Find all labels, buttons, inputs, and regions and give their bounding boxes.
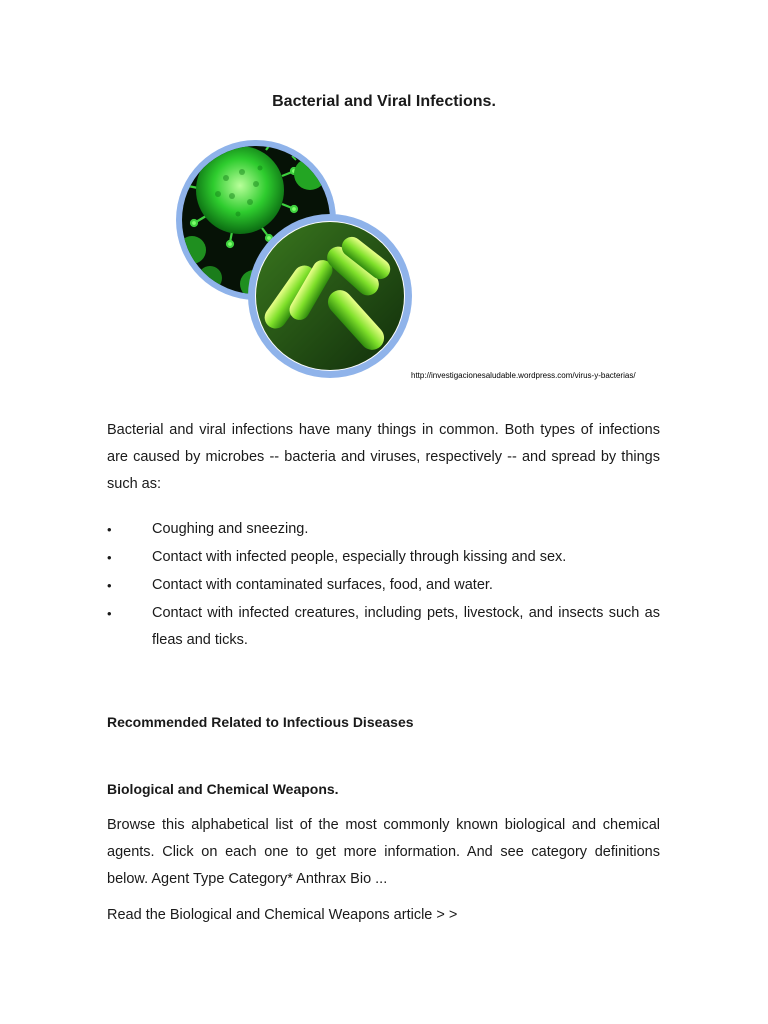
- intro-paragraph: Bacterial and viral infections have many things in common. Both types of infections are caused by microbes -- bacteria and viruses, respectively -- and spread by things such as:: [107, 422, 660, 492]
- list-item: • Contact with contaminated surfaces, food, and water.: [107, 572, 660, 599]
- bullet-icon: •: [107, 550, 112, 565]
- related-section-heading: Recommended Related to Infectious Diseases: [107, 714, 414, 730]
- image-source-caption: http://investigacionesaludable.wordpress.com/virus-y-bacterias/: [411, 371, 636, 380]
- bullet-icon: •: [107, 606, 112, 621]
- read-more-link[interactable]: Read the Biological and Chemical Weapons article > >: [107, 907, 458, 923]
- bullet-icon: •: [107, 578, 112, 593]
- transmission-list: [107, 516, 660, 655]
- article-heading: Biological and Chemical Weapons.: [107, 781, 339, 797]
- list-item: • Contact with infected creatures, including pets, livestock, and insects such as fleas and ticks.: [107, 600, 660, 654]
- bullet-icon: •: [107, 522, 112, 537]
- list-item: • Contact with infected people, especially through kissing and sex.: [107, 544, 660, 571]
- article-summary: Browse this alphabetical list of the most commonly known biological and chemical agents. Click on each one to get more information. And see category definitions below. Agent Type Category* Anthrax Bio ...: [107, 817, 660, 887]
- list-item: • Coughing and sneezing.: [107, 516, 660, 543]
- page-title: Bacterial and Viral Infections.: [272, 93, 496, 110]
- virus-bacteria-illustration: [170, 132, 420, 384]
- microbes-image: [170, 132, 420, 384]
